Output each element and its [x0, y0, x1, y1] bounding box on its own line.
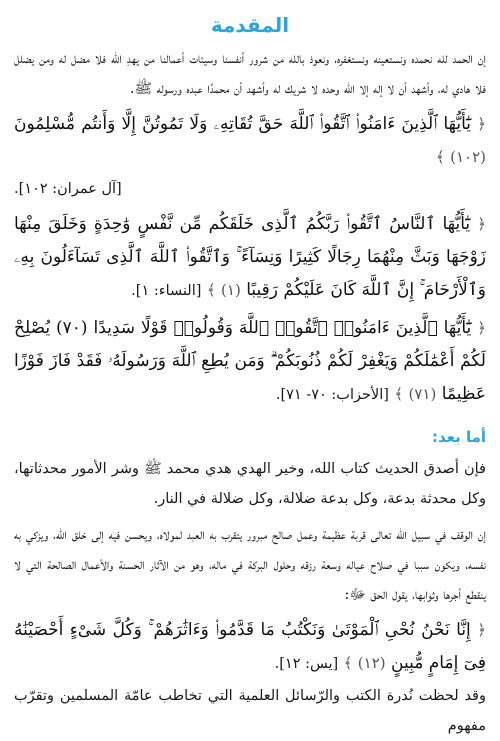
- verse-open-bracket: ﴿: [477, 215, 487, 233]
- verse-reference: [يس: ١٢].: [274, 656, 339, 672]
- verse-number: (١٢): [357, 654, 386, 672]
- verse-text: يَٰٓأَيُّهَا ٱلَّذِينَ ءَامَنُوا۟ ٱتَّقُوا۟ ٱللَّهَ حَقَّ تُقَاتِهِۦ وَلَا تَمُوتُنَّ إِلَّا وَأَنتُم مُّسْلِمُونَ: [14, 114, 471, 134]
- verse-open-bracket: ﴿: [477, 115, 486, 133]
- verse-text: يَٰٓأَيُّهَا ٱلنَّاسُ ٱتَّقُوا۟ رَبَّكُمُ ٱلَّذِى خَلَقَكُم مِّن نَّفْسٍ وَٰحِدَةٍ وَخَلَقَ مِنْهَا زَوْجَهَا وَبَثَّ مِنْهُمَا رِجَالًا كَثِيرًا وَنِسَآءً ۚ وَٱتَّقُوا۟ ٱللَّهَ ٱلَّذِى تَسَآءَلُونَ بِهِۦ وَٱلْأَرْحَامَ ۚ إِنَّ ٱللَّهَ كَانَ عَلَيْكُمْ رَقِيبًا: [14, 214, 486, 300]
- verse-number: (١): [221, 281, 241, 299]
- paragraph-waqf: إن الوقف في سبيل الله تعالى قربة عظيمة وعمل صالح مبرور يتقرب به العبد لمولاه، ويحسن فيه إلى خلق الله، ويزكي به نفسه، ويكون سببا في صلاح عياله وسعة رزقه وحلول البركة في ماله، وهو من الآثار الحسنة والأعمال الصالحة التي لا ينقطع أجرها وثوابها، يقول الحق ﷻ:: [14, 527, 486, 603]
- verse-close-bracket: ﴾: [394, 385, 404, 403]
- verse-open-bracket: ﴿: [477, 319, 486, 337]
- verse-reference: [آل عمران: ١٠٢].: [14, 181, 122, 197]
- verse-reference: [النساء: ١].: [131, 283, 202, 299]
- paragraph-hadith: فإن أصدق الحديث كتاب الله، وخير الهدي هدي محمد ﷺ وشر الأمور محدثاتها، وكل محدثة بدعة، وكل بدعة ضلالة، وكل ضلالة في النار.: [14, 461, 486, 507]
- verse-close-bracket: ﴾: [343, 654, 353, 672]
- verse-number: (١٠٢): [450, 148, 486, 166]
- verse-reference: [الأحزاب: ٧٠- ٧١].: [275, 387, 389, 403]
- verse-an-nisa: [14, 208, 486, 308]
- verse-al-ahzab: [14, 312, 486, 412]
- verse-al-imran: [14, 108, 486, 174]
- intro-line-2: من يهدِ الله فلا مضل له ومن يضلل فلا هادي له، وأشهد أن لا إله إلا الله وحده لا: [14, 51, 486, 97]
- verse-close-bracket: ﴾: [206, 281, 216, 299]
- verse-reference-al-imran: [14, 174, 486, 204]
- verse-close-bracket: ﴾: [435, 148, 445, 166]
- verse-ya-sin: [14, 614, 486, 681]
- intro-line-1: إن الحمد لله نحمده ونستعينه ونستغفره، ونعوذ بالله من شرور أنفسنا وسيئات أعمالنا: [159, 51, 486, 67]
- verse-text: إِنَّا نَحْنُ نُحْىِ ٱلْمَوْتَىٰ وَنَكْتُبُ مَا قَدَّمُوا۟ وَءَاثَٰرَهُمْ ۚ وَكُلَّ شَىْءٍ أَحْصَيْنَٰهُ فِىٓ إِمَامٍ مُّبِينٍ: [14, 620, 486, 673]
- verse-open-bracket: ﴿: [477, 621, 487, 639]
- verse-number: (٧١): [408, 385, 437, 403]
- intro-line-3: شريك له وأشهد أن محمدًا عبده ورسوله ﷺ.: [129, 81, 307, 97]
- verse-text: يَٰٓأَيُّهَا ٱلَّذِينَ ءَامَنُوا۟ ٱتَّقُوا۟ ٱللَّهَ وَقُولُوا۟ قَوْلًا سَدِيدًا (٧٠) يُصْلِحْ لَكُمْ أَعْمَٰلَكُمْ وَيَغْفِرْ لَكُمْ ذُنُوبَكُمْ ۗ وَمَن يُطِعِ ٱللَّهَ وَرَسُولَهُۥ فَقَدْ فَازَ فَوْزًا عَظِيمًا: [14, 318, 486, 404]
- page-title: المقدمة: [210, 13, 290, 37]
- paragraph-closing: وقد لحظت نُدرة الكتب والرّسائل العلمية التي تخاطب عامّة المسلمين وتقرّب مفهوم: [14, 688, 486, 734]
- section-heading: أما بعد:: [431, 428, 486, 446]
- intro-paragraph: [14, 44, 486, 104]
